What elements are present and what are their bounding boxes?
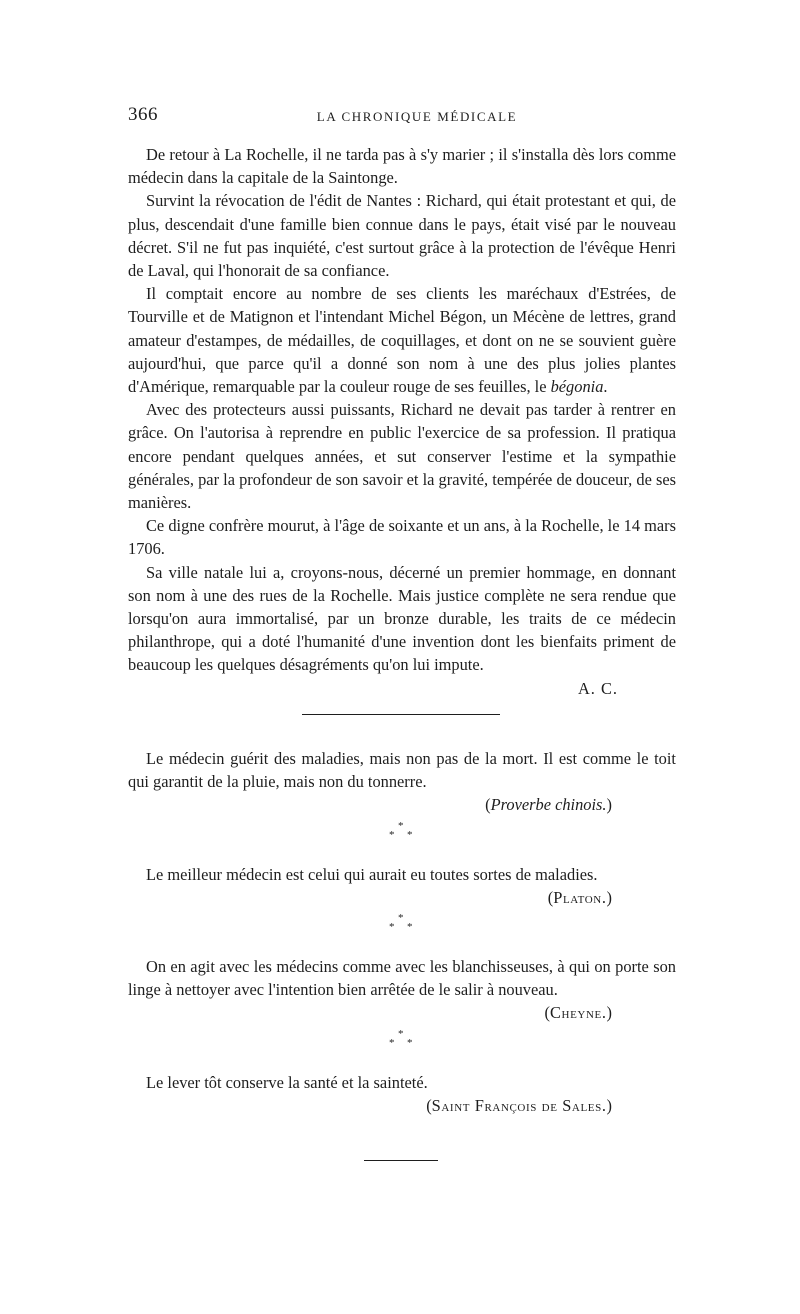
quote-text: Le lever tôt conserve la santé et la sainteté.: [146, 1072, 428, 1092]
asterism-separator: [128, 909, 676, 955]
author-signature: A. C.: [577, 678, 618, 698]
quote-3: [128, 955, 676, 1025]
paren-open: (: [485, 795, 491, 815]
paren-open: (: [544, 1003, 551, 1023]
paren-close: ): [606, 1095, 612, 1115]
quote-source: [128, 886, 676, 909]
asterism-icon: * * *: [389, 912, 413, 934]
quote-1: [128, 747, 676, 817]
paren-close: ): [606, 795, 612, 815]
quote-source-name: Proverbe chinois.: [490, 795, 607, 815]
asterism-separator: [128, 1025, 676, 1071]
quote-text: On en agit avec les médecins comme avec les blanchisseuses, à qui on porte son linge à nettoyer avec l'intention bien arrêtée de le salir à nouveau.: [128, 957, 676, 1000]
quotes-section: [128, 747, 676, 1117]
quote-source: [128, 1094, 676, 1117]
paragraph-3-tail: .: [603, 377, 608, 397]
begonia-word: bégonia: [550, 377, 604, 397]
page-header: [128, 104, 676, 130]
paren-close: ): [606, 1003, 612, 1023]
paren-open: (: [547, 887, 554, 907]
running-head: LA CHRONIQUE MÉDICALE: [316, 109, 518, 124]
paragraph-1: De retour à La Rochelle, il ne tarda pas à s'y marier ; il s'installa dès lors comme médecin dans la capitale de la Saintonge.: [128, 145, 676, 188]
section-divider: [302, 714, 500, 715]
quote-source-name: Platon.: [553, 887, 607, 907]
quote-source: [128, 1001, 676, 1024]
quote-text: Le meilleur médecin est celui qui aurait eu toutes sortes de maladies.: [146, 864, 598, 884]
paragraph-3: [128, 282, 676, 398]
quote-source: [128, 793, 676, 816]
paragraph-5: Ce digne confrère mourut, à l'âge de soixante et un ans, à la Rochelle, le 14 mars 1706.: [128, 516, 676, 559]
paren-close: ): [606, 887, 612, 907]
paragraph-6: Sa ville natale lui a, croyons-nous, décerné un premier hommage, en donnant son nom à une des rues de la Rochelle. Mais justice complète ne sera rendue que lorsqu'on aura immortalisé, par un bronze durable, les traits de ce médecin philanthrope, qui a doté l'humanité d'une invention dont les bienfaits priment de beaucoup les quelques désagréments qu'on lui impute.: [128, 562, 676, 675]
paragraph-4: Avec des protecteurs aussi puissants, Richard ne devait pas tarder à rentrer en grâce. On l'autorisa à reprendre en public l'exercice de sa profession. Il pratiqua encore pendant quelques années, et sut conserver l'estime et la sympathie générales, par la profondeur de son savoir et la gravité, tempérée de douceur, de ses manières.: [128, 400, 676, 513]
paren-open: (: [426, 1095, 432, 1115]
asterism-separator: [128, 817, 676, 863]
asterism-icon: * * *: [389, 819, 413, 841]
paragraph-2: Survint la révocation de l'édit de Nantes : Richard, qui était protestant et qui, de plus, descendait d'une famille bien connue dans le pays, était visé par le nouveau décret. S'il ne fut pas inquiété, c'est surtout grâce à la protection de l'évêque Henri de Laval, qui l'honorait de sa confiance.: [128, 191, 676, 281]
paragraph-3-text: Il comptait encore au nombre de ses clients les maréchaux d'Estrées, de Tourville et de Matignon et l'intendant Michel Bégon, un Mécène de lettres, grand amateur d'estampes, de médailles, de coquillages, et dont on ne se souvient guère aujourd'hui, que parce qu'il a donné son nom à une des plus jolies plantes d'Amérique, remarquable par la couleur rouge de ses feuilles, le: [128, 284, 676, 397]
quote-source-name: Cheyne.: [550, 1003, 607, 1023]
quote-text: Le médecin guérit des maladies, mais non pas de la mort. Il est comme le toit qui garantit de la pluie, mais non du tonnerre.: [128, 749, 676, 792]
article-body: [128, 143, 676, 700]
end-divider: [364, 1160, 438, 1161]
quote-2: [128, 863, 676, 909]
asterism-icon: * * *: [389, 1027, 413, 1049]
quote-source-name: Saint François de Sales.: [431, 1095, 607, 1115]
page-number: 366: [128, 104, 158, 125]
quote-4: [128, 1071, 676, 1117]
